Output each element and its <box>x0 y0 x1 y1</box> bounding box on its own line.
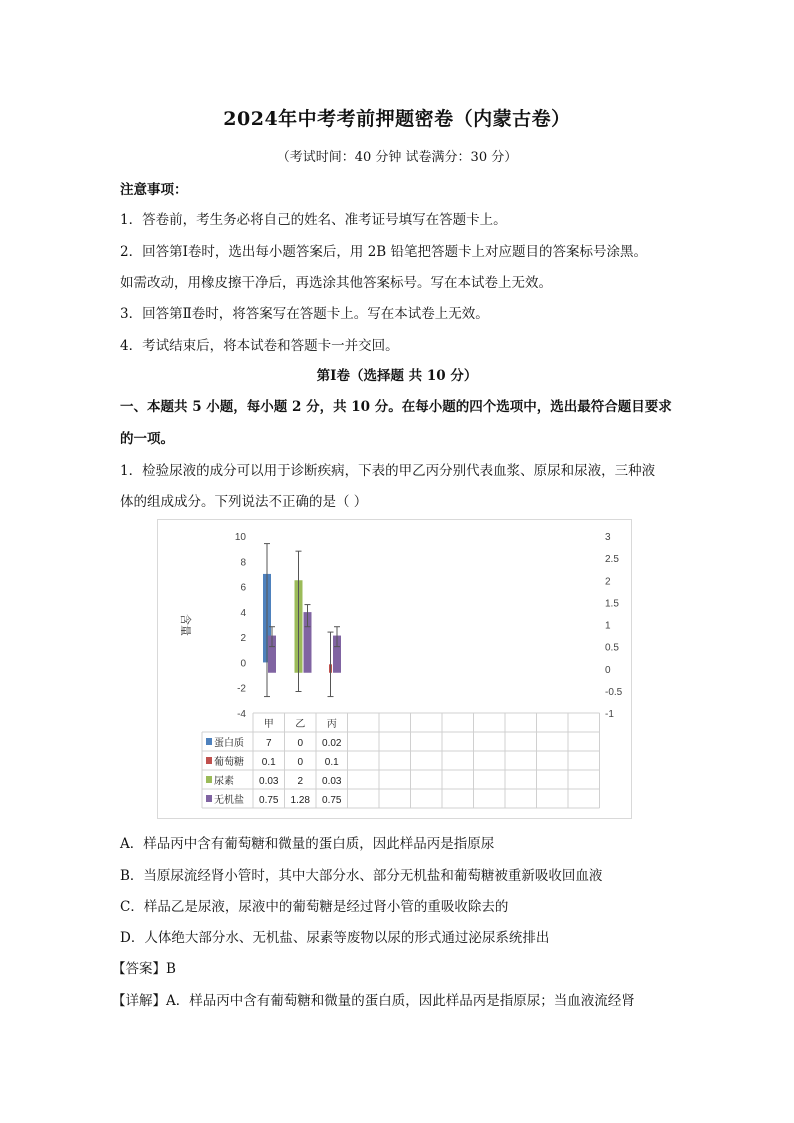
question-stem: 体的组成成分。下列说法不正确的是（ ） <box>120 494 368 510</box>
table-cell: 1.28 <box>290 795 310 806</box>
section-instruction: 一、本题共 5 小题，每小题 2 分，共 10 分。在每小题的四个选项中，选出最符合题目要求 <box>120 399 672 415</box>
right-axis-tick: 0.5 <box>605 642 619 654</box>
chart-canvas <box>158 520 631 818</box>
left-axis-tick: 0 <box>240 658 246 670</box>
legend-swatch <box>206 795 212 802</box>
table-cell: 0.03 <box>322 776 342 787</box>
legend-label: 尿素 <box>214 776 234 787</box>
legend-label: 葡萄糖 <box>214 757 244 768</box>
table-cell: 0.02 <box>322 738 342 749</box>
table-cell: 0.75 <box>259 795 279 806</box>
legend-swatch <box>206 738 212 745</box>
notes-heading: 注意事项： <box>120 182 188 198</box>
bar-chart <box>157 519 632 819</box>
table-cell: 0.03 <box>259 776 279 787</box>
option-b: B．当原尿流经肾小管时，其中大部分水、部分无机盐和葡萄糖被重新吸收回血液 <box>120 868 603 884</box>
legend-label: 无机盐 <box>214 795 244 806</box>
page-title: 2024年中考考前押题密卷（内蒙古卷） <box>223 108 571 130</box>
right-axis-tick: 0 <box>605 664 611 676</box>
option-a: A．样品丙中含有葡萄糖和微量的蛋白质，因此样品丙是指原尿 <box>120 836 495 852</box>
exam-info: （考试时间：40 分钟 试卷满分：30 分） <box>276 150 518 165</box>
right-axis-tick: 1 <box>605 620 611 632</box>
section-instruction: 的一项。 <box>120 431 174 447</box>
category-label: 甲 <box>263 719 274 730</box>
right-axis-tick: 1.5 <box>605 598 619 610</box>
right-axis-tick: -1 <box>605 709 614 720</box>
legend-swatch <box>206 776 212 783</box>
note-item: 4．考试结束后，将本试卷和答题卡一并交回。 <box>120 338 399 354</box>
note-item: 3．回答第Ⅱ卷时，将答案写在答题卡上。写在本试卷上无效。 <box>120 306 489 322</box>
table-cell: 7 <box>265 738 272 749</box>
explanation: 【详解】A．样品丙中含有葡萄糖和微量的蛋白质，因此样品丙是指原尿；当血液流经肾 <box>112 993 635 1009</box>
table-cell: 2 <box>297 776 304 787</box>
left-axis-tick: 10 <box>234 532 246 543</box>
question-stem: 1．检验尿液的成分可以用于诊断疾病，下表的甲乙丙分别代表血浆、原尿和尿液，三种液 <box>120 463 656 479</box>
note-item: 如需改动，用橡皮擦干净后，再选涂其他答案标号。写在本试卷上无效。 <box>120 275 552 291</box>
y-axis-label: 含量 <box>179 614 191 636</box>
answer: 【答案】B <box>112 961 176 977</box>
right-axis-tick: 2 <box>605 576 611 588</box>
right-axis-tick: 3 <box>605 532 611 543</box>
note-item: 2．回答第Ⅰ卷时，选出每小题答案后，用 2B 铅笔把答题卡上对应题目的答案标号涂黑。 <box>120 244 648 260</box>
option-c: C．样品乙是尿液，尿液中的葡萄糖是经过肾小管的重吸收除去的 <box>120 899 509 915</box>
right-axis-tick: -0.5 <box>605 686 623 698</box>
table-cell: 0 <box>297 757 304 768</box>
table-cell: 0.75 <box>322 795 342 806</box>
legend-swatch <box>206 757 212 764</box>
left-axis-tick: 4 <box>240 607 246 619</box>
category-label: 丙 <box>326 719 337 730</box>
right-axis-tick: 2.5 <box>605 554 619 566</box>
table-cell: 0.1 <box>261 757 276 768</box>
legend-label: 蛋白质 <box>214 738 244 749</box>
left-axis-tick: -2 <box>237 683 246 695</box>
table-cell: 0.1 <box>324 757 339 768</box>
left-axis-tick: -4 <box>237 709 246 720</box>
option-d: D．人体绝大部分水、无机盐、尿素等废物以尿的形式通过泌尿系统排出 <box>120 930 550 946</box>
section-title: 第Ⅰ卷（选择题 共 10 分） <box>316 368 478 384</box>
category-label: 乙 <box>295 719 306 730</box>
left-axis-tick: 2 <box>240 633 246 645</box>
left-axis-tick: 6 <box>240 582 246 594</box>
table-cell: 0 <box>297 738 304 749</box>
left-axis-tick: 8 <box>240 557 246 569</box>
note-item: 1．答卷前，考生务必将自己的姓名、准考证号填写在答题卡上。 <box>120 212 507 228</box>
